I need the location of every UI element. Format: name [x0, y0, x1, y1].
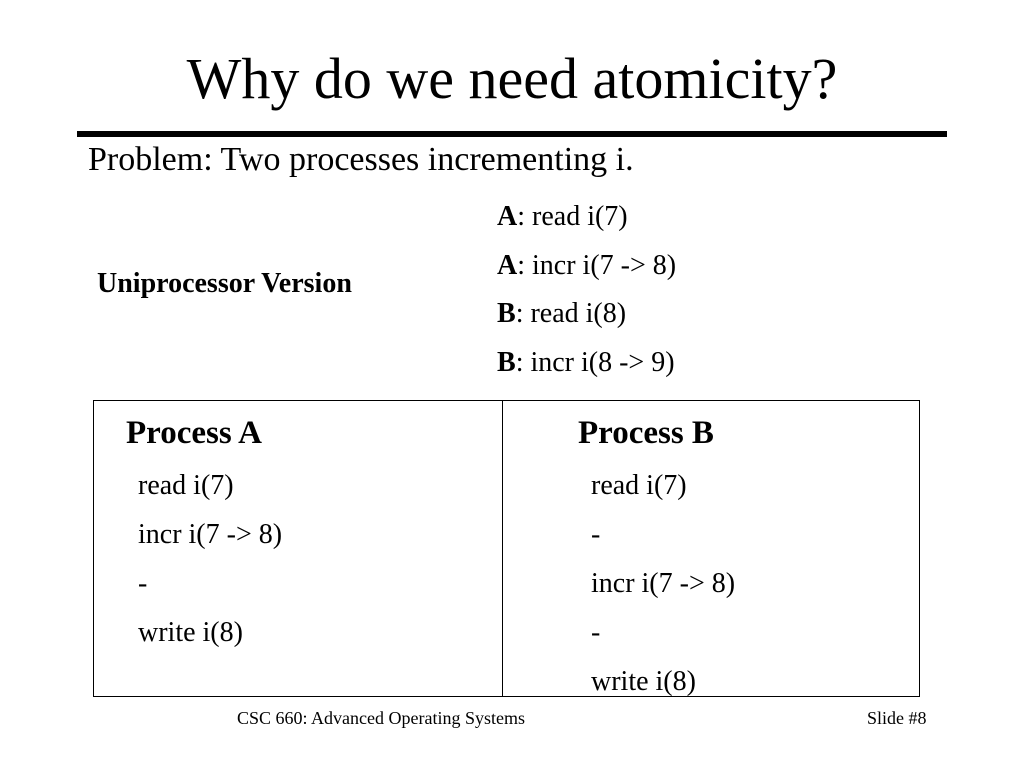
- process-a-step: -: [138, 568, 148, 599]
- process-b-step: -: [591, 617, 601, 648]
- sequence-step: [497, 290, 676, 339]
- process-b-step: write i(8): [591, 666, 696, 697]
- process-b-heading: Process B: [578, 415, 714, 451]
- sequence-step: [497, 339, 676, 388]
- uniprocessor-heading: Uniprocessor Version: [97, 268, 352, 299]
- process-b-step: incr i(7 -> 8): [591, 568, 736, 599]
- process-b-step: -: [591, 519, 601, 550]
- title-divider: [77, 131, 947, 137]
- process-a-steps: [138, 461, 282, 657]
- uniprocessor-sequence: [497, 193, 676, 387]
- slide-title: Why do we need atomicity?: [186, 46, 838, 111]
- sequence-process-label: A: [497, 249, 518, 281]
- process-b-steps: [591, 461, 735, 706]
- footer-course-name: CSC 660: Advanced Operating Systems: [237, 708, 525, 728]
- sequence-process-label: B: [497, 346, 516, 378]
- process-a-step: write i(8): [138, 617, 243, 648]
- footer-slide-number: Slide #8: [867, 708, 927, 728]
- sequence-action: : incr i(7 -> 8): [517, 249, 677, 281]
- sequence-action: : read i(8): [515, 298, 627, 329]
- process-b-step: read i(7): [591, 470, 687, 501]
- sequence-step: [497, 242, 676, 291]
- problem-statement: Problem: Two processes incrementing i.: [88, 141, 634, 178]
- process-a-step: read i(7): [138, 470, 234, 501]
- process-a-heading: Process A: [126, 415, 262, 451]
- sequence-action: : read i(7): [517, 201, 628, 232]
- sequence-process-label: B: [497, 298, 516, 329]
- sequence-process-label: A: [497, 201, 518, 232]
- sequence-step: [497, 193, 676, 242]
- table-column-divider: [502, 400, 503, 697]
- sequence-action: : incr i(8 -> 9): [515, 346, 675, 378]
- process-a-step: incr i(7 -> 8): [138, 519, 283, 550]
